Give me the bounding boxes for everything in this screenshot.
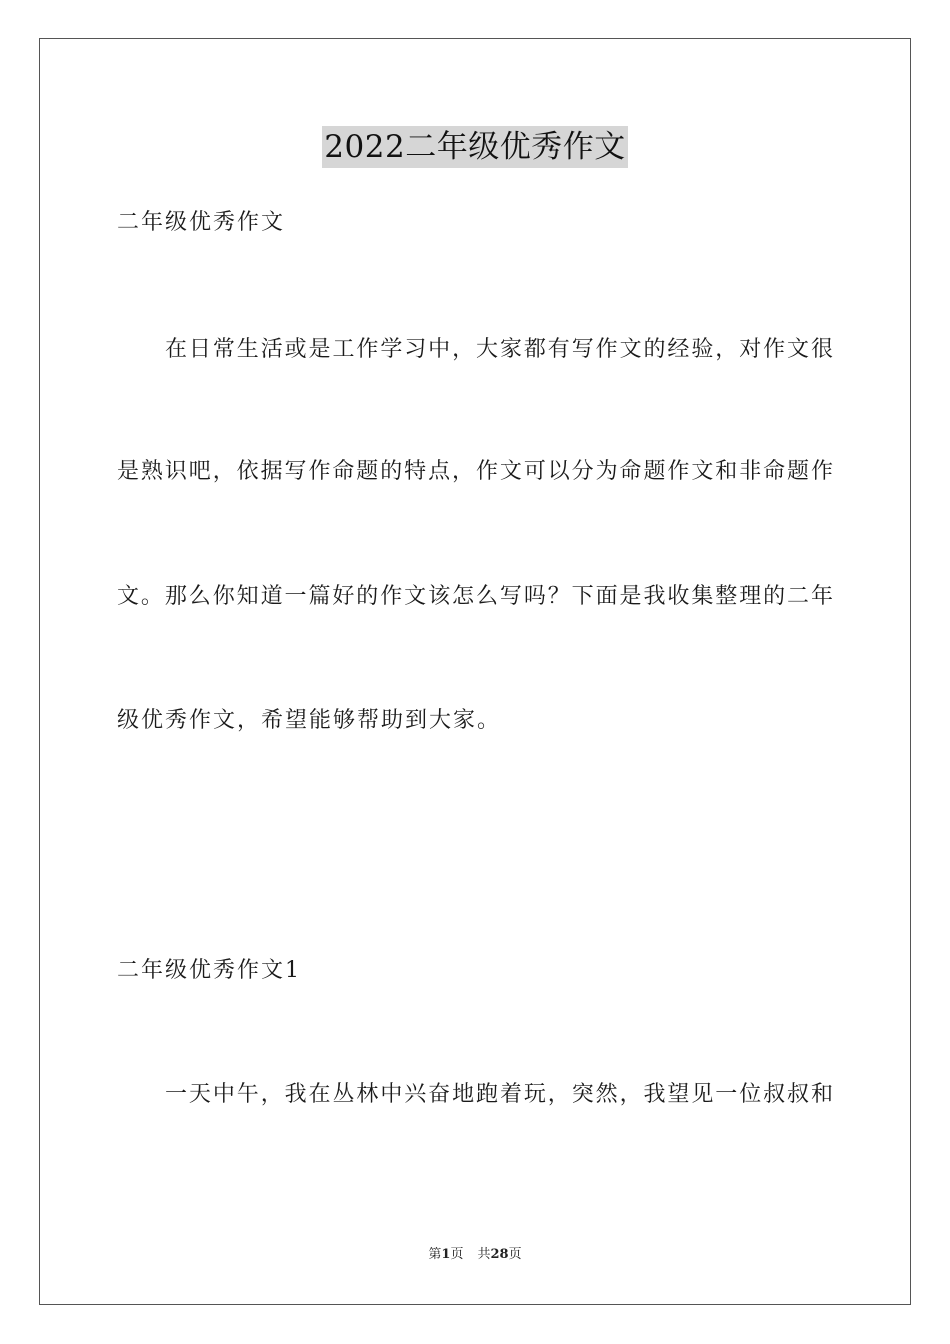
footer-total-unit: 页 bbox=[508, 1247, 522, 1262]
document-subtitle: 二年级优秀作文 bbox=[117, 210, 286, 235]
footer-page-prefix: 第 bbox=[428, 1247, 442, 1262]
title-container bbox=[0, 126, 950, 168]
section-heading: 二年级优秀作文1 bbox=[117, 958, 301, 983]
intro-line-3: 文。那么你知道一篇好的作文该怎么写吗？下面是我收集整理的二年 bbox=[117, 584, 833, 609]
footer-total-prefix: 共 bbox=[477, 1247, 491, 1262]
section-line-1: 一天中午，我在丛林中兴奋地跑着玩，突然，我望见一位叔叔和 bbox=[165, 1082, 833, 1107]
intro-line-1: 在日常生活或是工作学习中，大家都有写作文的经验，对作文很 bbox=[165, 337, 833, 362]
document-title: 2022二年级优秀作文 bbox=[322, 126, 627, 168]
intro-line-2: 是熟识吧，依据写作命题的特点，作文可以分为命题作文和非命题作 bbox=[117, 459, 833, 484]
intro-line-4: 级优秀作文，希望能够帮助到大家。 bbox=[117, 708, 502, 733]
footer-page-total: 28 bbox=[490, 1247, 509, 1262]
footer-page-current: 1 bbox=[441, 1247, 451, 1262]
page-footer bbox=[0, 1245, 950, 1265]
footer-page-unit: 页 bbox=[450, 1247, 464, 1262]
